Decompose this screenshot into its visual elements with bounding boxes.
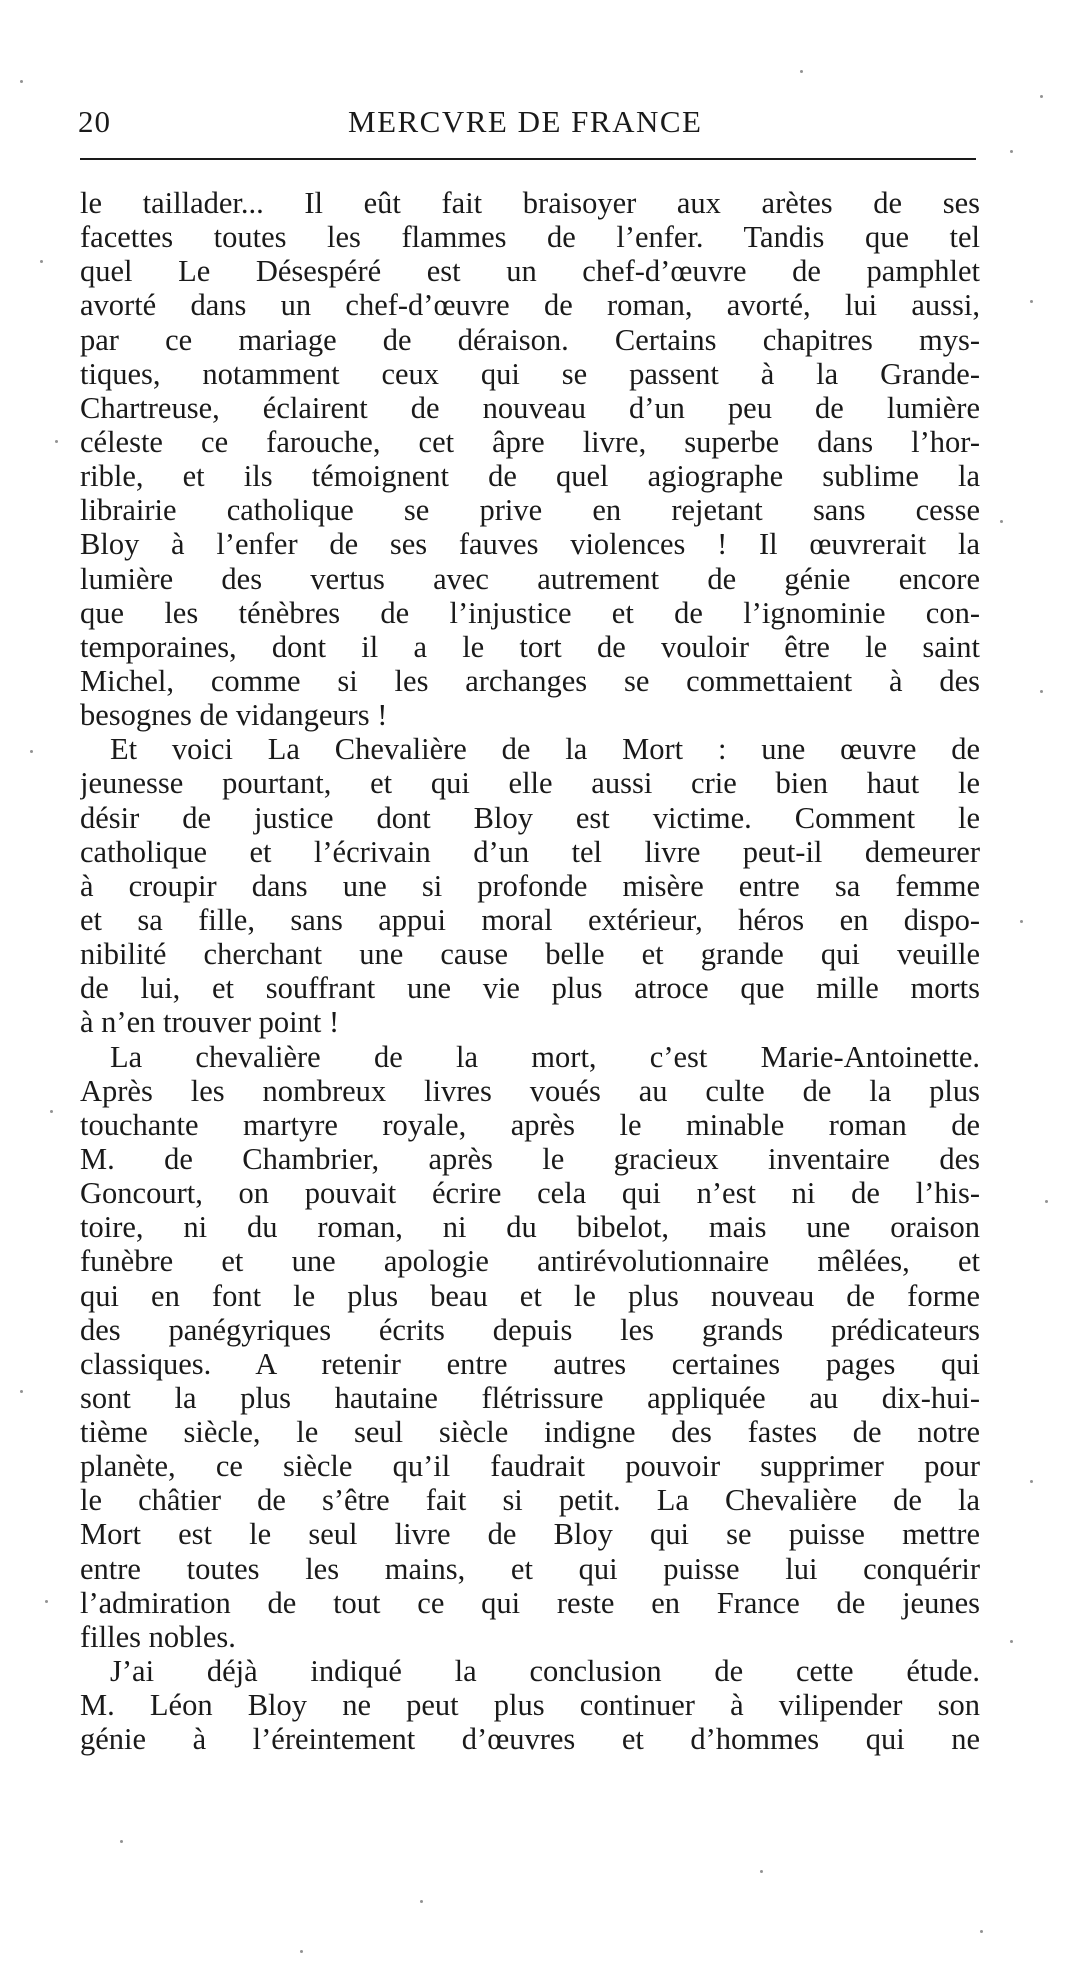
text-line: Après les nombreux livres voués au culte de la plus [80,1073,980,1108]
text-line: La chevalière de la mort, c’est Marie-Antoinette. [110,1039,980,1074]
text-line: l’admiration de tout ce qui reste en France de jeunes [80,1585,980,1620]
scan-speck [800,70,803,73]
text-line: besognes de vidangeurs ! [80,698,388,733]
text-line: Michel, comme si les archanges se commettaient à des [80,663,980,698]
text-line: entre toutes les mains, et qui puisse lui conquérir [80,1551,980,1586]
text-line: des panégyriques écrits depuis les grands prédicateurs [80,1312,980,1347]
text-line: funèbre et une apologie antirévolutionnaire mêlées, et [80,1244,980,1279]
text-line: nibilité cherchant une cause belle et grande qui veuille [80,937,980,972]
text-line: facettes toutes les flammes de l’enfer. Tandis que tel [80,220,980,255]
text-line: classiques. A retenir entre autres certaines pages qui [80,1346,980,1381]
scan-speck [20,80,23,83]
text-line: qui en font le plus beau et le plus nouveau de forme [80,1278,980,1313]
text-line: catholique et l’écrivain d’un tel livre peut-il demeurer [80,834,980,869]
text-line: lumière des vertus avec autrement de génie encore [80,561,980,596]
scan-speck [980,1930,983,1933]
text-line: rible, et ils témoignent de quel agiographe sublime la [80,459,980,494]
text-line: à n’en trouver point ! [80,1005,340,1040]
text-line: désir de justice dont Bloy est victime. Comment le [80,800,980,835]
text-line: le taillader... Il eût fait braisoyer aux arètes de ses [80,186,980,220]
scan-speck [1045,1200,1048,1203]
text-line: par ce mariage de déraison. Certains chapitres mys- [80,322,980,357]
scan-speck [1010,150,1013,153]
text-line: librairie catholique se prive en rejetant sans cesse [80,493,980,528]
text-line: touchante martyre royale, après le minable roman de [80,1107,980,1142]
text-line: toire, ni du roman, ni du bibelot, mais une oraison [80,1210,980,1245]
page-number: 20 [78,104,111,139]
body-text [80,186,980,1756]
scan-speck [1020,920,1023,923]
text-line: et sa fille, sans appui moral extérieur, héros en dispo- [80,902,980,937]
scan-speck [55,440,58,443]
scan-speck [1040,690,1043,693]
scan-speck [45,1600,48,1603]
text-line: M. de Chambrier, après le gracieux inventaire des [80,1141,980,1176]
scan-speck [1040,95,1043,98]
text-line: Mort est le seul livre de Bloy qui se puisse mettre [80,1517,980,1552]
text-line: Bloy à l’enfer de ses fauves violences ! Il œuvrerait la [80,527,980,562]
text-line: génie à l’éreintement d’œuvres et d’hommes qui ne [80,1722,980,1757]
text-line: tiques, notamment ceux qui se passent à la Grande- [80,356,980,391]
text-line: sont la plus hautaine flétrissure appliquée au dix-hui- [80,1380,980,1415]
running-head [78,104,980,144]
scan-speck [420,1900,423,1903]
scan-speck [40,260,43,263]
text-line: à croupir dans une si profonde misère entre sa femme [80,868,980,903]
header-rule [80,158,976,160]
text-line: filles nobles. [80,1619,236,1654]
text-line: le châtier de s’être fait si petit. La Chevalière de la [80,1483,980,1518]
text-line: J’ai déjà indiqué la conclusion de cette étude. [110,1654,980,1689]
scan-speck [300,1950,303,1953]
scan-speck [120,1840,123,1843]
text-line: M. Léon Bloy ne peut plus continuer à vilipender son [80,1688,980,1723]
scan-speck [20,1390,23,1393]
text-line: quel Le Désespéré est un chef-d’œuvre de pamphlet [80,254,980,289]
text-line: avorté dans un chef-d’œuvre de roman, avorté, lui aussi, [80,288,980,323]
scan-speck [1030,1480,1033,1483]
text-line: de lui, et souffrant une vie plus atroce que mille morts [80,971,980,1006]
scan-speck [30,750,33,753]
text-line: planète, ce siècle qu’il faudrait pouvoir supprimer pour [80,1449,980,1484]
scan-speck [1030,300,1033,303]
text-line: que les ténèbres de l’injustice et de l’ignominie con- [80,595,980,630]
scan-speck [1000,520,1003,523]
text-line: Chartreuse, éclairent de nouveau d’un peu de lumière [80,390,980,425]
scan-speck [760,1870,763,1873]
text-line: tième siècle, le seul siècle indigne des fastes de notre [80,1415,980,1450]
text-line: Et voici La Chevalière de la Mort : une œuvre de [110,732,980,767]
journal-title: MERCVRE DE FRANCE [348,104,703,139]
text-line: temporaines, dont il a le tort de vouloir être le saint [80,629,980,664]
scan-speck [50,1110,53,1113]
text-line: jeunesse pourtant, et qui elle aussi crie bien haut le [80,766,980,801]
scan-speck [1010,1640,1013,1643]
text-line: Goncourt, on pouvait écrire cela qui n’est ni de l’his- [80,1176,980,1211]
text-line: céleste ce farouche, cet âpre livre, superbe dans l’hor- [80,424,980,459]
